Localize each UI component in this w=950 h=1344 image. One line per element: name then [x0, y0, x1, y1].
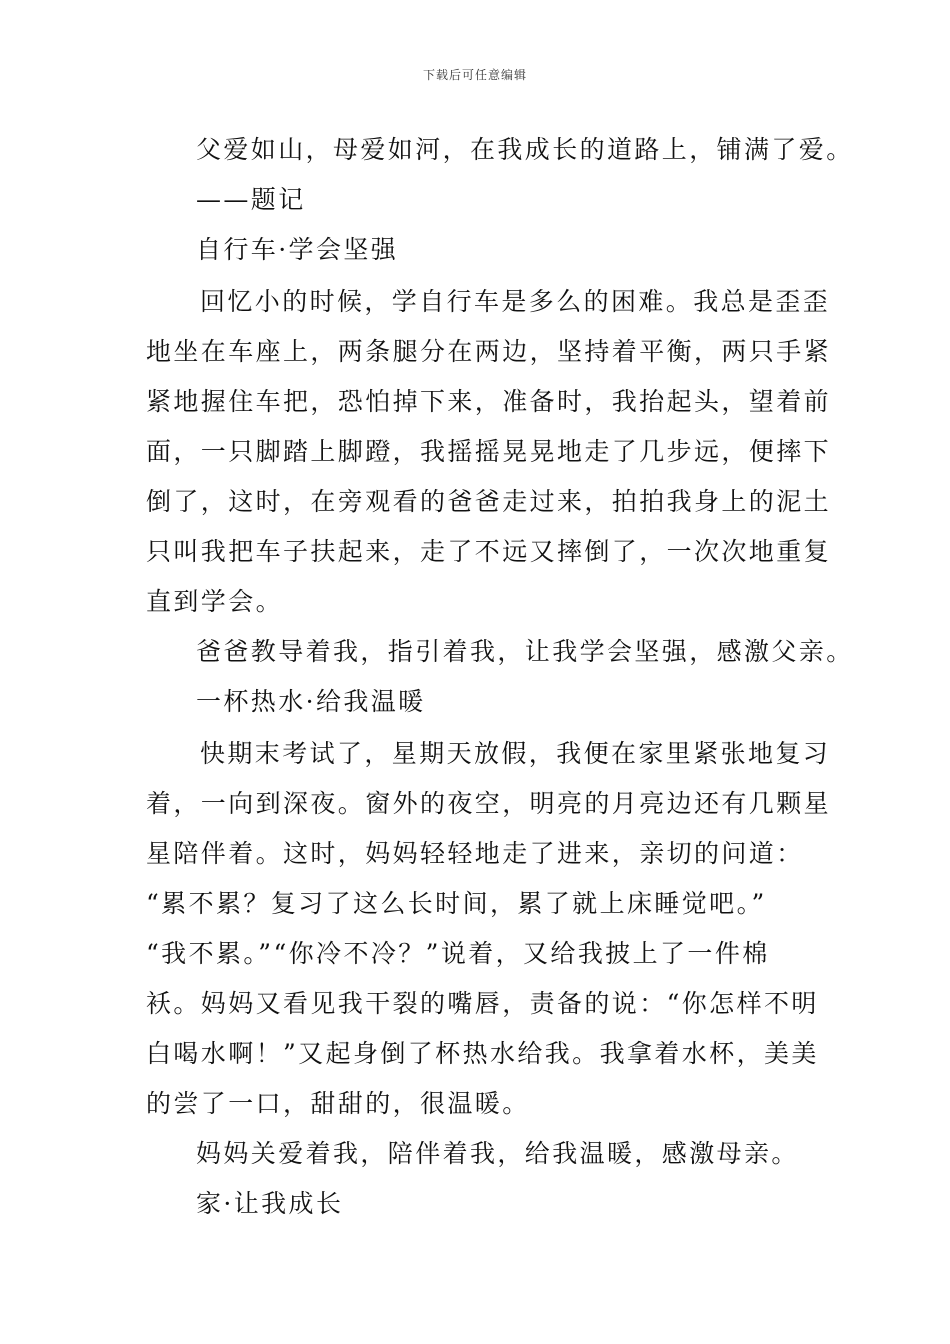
paragraph-line: 紧地握住车把，恐怕掉下来，准备时，我抬起头，望着前: [146, 387, 832, 416]
paragraph-line: 直到学会。: [146, 587, 284, 616]
section-heading-hot-water: 一杯热水·给我温暖: [196, 687, 426, 716]
paragraph-line: 袄。妈妈又看见我干裂的嘴唇，责备的说：“你怎样不明: [146, 989, 819, 1018]
paragraph-line: 白喝水啊！”又起身倒了杯热水给我。我拿着水杯，美美: [146, 1039, 819, 1068]
paragraph-line: 回忆小的时候，学自行车是多么的困难。我总是歪歪: [200, 287, 831, 316]
paragraph-line: 着，一向到深夜。窗外的夜空，明亮的月亮边还有几颗星: [146, 789, 832, 818]
paragraph-line: “我不累。”“你冷不冷？”说着，又给我披上了一件棉: [146, 939, 770, 968]
header-note: 下载后可任意编辑: [422, 68, 527, 82]
paragraph-line: 星陪伴着。这时，妈妈轻轻地走了进来，亲切的问道：: [146, 839, 804, 868]
paragraph-line: 只叫我把车子扶起来，走了不远又摔倒了，一次次地重复: [146, 537, 832, 566]
epigraph-attribution: ——题记: [196, 185, 306, 214]
paragraph-line: 快期末考试了，星期天放假，我便在家里紧张地复习: [200, 739, 831, 768]
section-heading-bicycle: 自行车·学会坚强: [196, 235, 399, 264]
paragraph-line: 妈妈关爱着我，陪伴着我，给我温暖，感激母亲。: [196, 1139, 799, 1168]
paragraph-line: 倒了，这时，在旁观看的爸爸走过来，拍拍我身上的泥土: [146, 487, 832, 516]
paragraph-line: 面，一只脚踏上脚蹬，我摇摇晃晃地走了几步远，便摔下: [146, 437, 832, 466]
paragraph-line: 爸爸教导着我，指引着我，让我学会坚强，感激父亲。: [196, 637, 854, 666]
paragraph-line: 的尝了一口，甜甜的，很温暖。: [146, 1089, 530, 1118]
paragraph-line: 地坐在车座上，两条腿分在两边，坚持着平衡，两只手紧: [146, 337, 832, 366]
epigraph: 父爱如山，母爱如河，在我成长的道路上，铺满了爱。: [196, 135, 854, 164]
section-heading-home: 家·让我成长: [196, 1189, 344, 1218]
paragraph-line: “累不累？复习了这么长时间，累了就上床睡觉吧。”: [146, 889, 767, 918]
